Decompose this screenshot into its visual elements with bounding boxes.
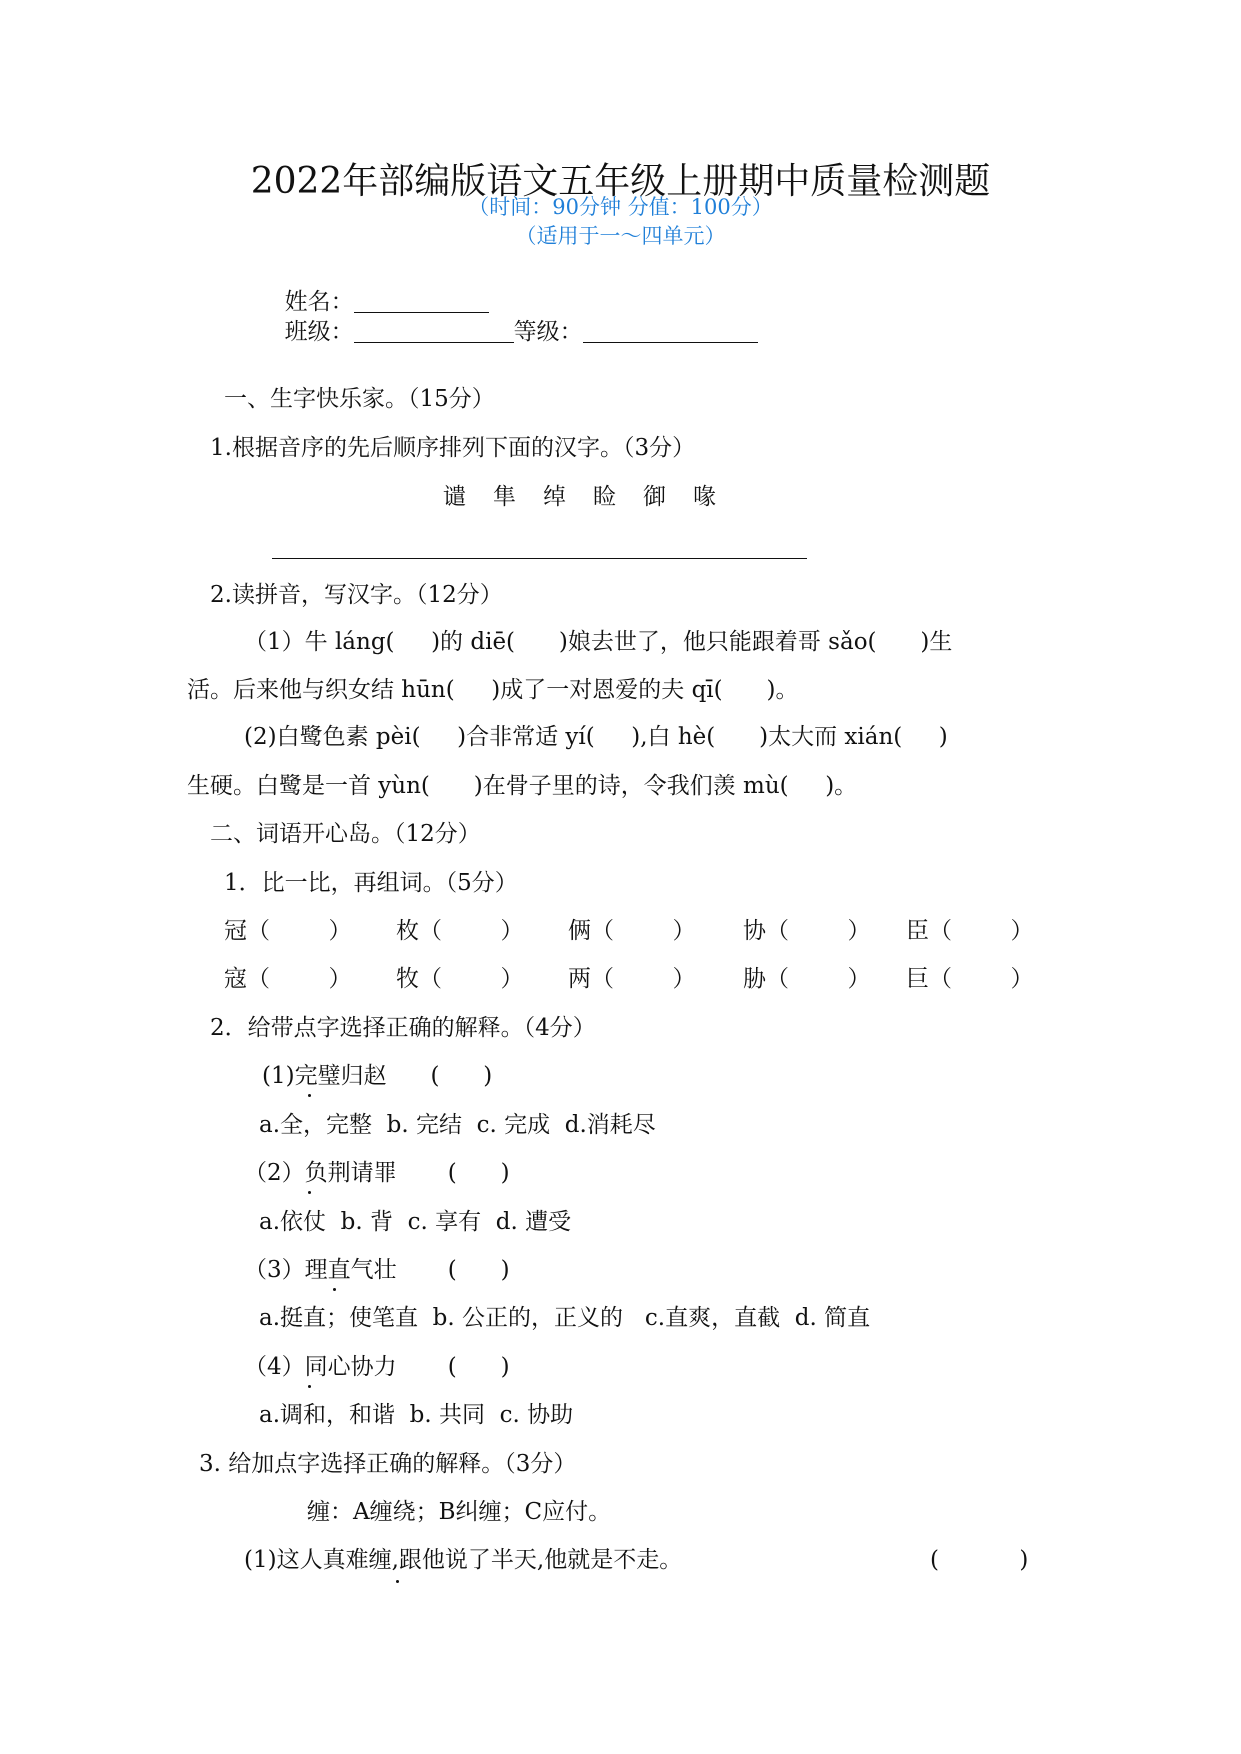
emphasis-dot	[308, 1385, 311, 1388]
pinyin-line: （1）牛 láng( )的 diē( )娘去世了，他只能跟着哥 sǎo( )生	[244, 629, 953, 655]
question-text: 3. 给加点字选择正确的解释。（3分）	[199, 1451, 577, 1477]
compare-item: 协（ ）	[743, 918, 871, 944]
compare-item: 巨（ ）	[906, 966, 1034, 992]
emphasis-dot	[308, 1094, 311, 1097]
idiom-question: （3）理直气壮 ( )	[244, 1257, 510, 1283]
compare-item: 臣（ ）	[906, 918, 1034, 944]
idiom-options: a.调和，和谐 b. 共同 c. 协助	[259, 1402, 574, 1428]
exam-scope: （适用于一～四单元）	[515, 224, 726, 248]
char-item: 绰	[543, 484, 566, 510]
question-text: 1．比一比，再组词。（5分）	[224, 870, 518, 896]
emphasis-dot	[333, 1288, 336, 1291]
emphasis-dot	[396, 1580, 399, 1583]
name-field[interactable]	[354, 290, 489, 313]
grade-label: 等级：	[513, 319, 583, 345]
section-heading: 二、词语开心岛。（12分）	[210, 821, 481, 847]
idiom-question: (1)完璧归赵 ( )	[262, 1063, 493, 1089]
compare-item: 牧（ ）	[396, 966, 524, 992]
answer-paren[interactable]: ( )	[930, 1547, 1029, 1573]
compare-item: 冠（ ）	[224, 918, 352, 944]
char-item: 睑	[593, 484, 616, 510]
question-text: 2．给带点字选择正确的解释。（4分）	[210, 1015, 596, 1041]
idiom-options: a.依仗 b. 背 c. 享有 d. 遭受	[259, 1209, 572, 1235]
char-item: 喙	[693, 484, 716, 510]
idiom-options: a.挺直；使笔直 b. 公正的，正义的 c.直爽，直截 d. 简直	[259, 1305, 871, 1331]
idiom-options: a.全，完整 b. 完结 c. 完成 d.消耗尽	[259, 1112, 656, 1138]
exam-time-score: （时间：90分钟 分值：100分）	[468, 195, 773, 219]
emphasis-dot	[308, 1191, 311, 1194]
question-text: 2.读拼音，写汉字。（12分）	[210, 582, 503, 608]
compare-item: 俩（ ）	[568, 918, 696, 944]
student-info-row	[270, 257, 758, 347]
char-item: 隼	[493, 484, 516, 510]
pinyin-line: 活。后来他与织女结 hūn( )成了一对恩爱的夫 qī( )。	[187, 677, 799, 703]
char-item: 御	[643, 484, 666, 510]
idiom-question: （4）同心协力 ( )	[244, 1354, 510, 1380]
name-label: 姓名：	[284, 289, 354, 315]
pinyin-line: 生硬。白鹭是一首 yùn( )在骨子里的诗，令我们羡 mù( )。	[187, 773, 858, 799]
class-label: 班级：	[284, 319, 354, 345]
compare-item: 胁（ ）	[743, 966, 871, 992]
char-item: 谴	[443, 484, 466, 510]
grade-field[interactable]	[583, 320, 758, 343]
question-text: 1.根据音序的先后顺序排列下面的汉字。（3分）	[210, 435, 696, 461]
compare-item: 两（ ）	[568, 966, 696, 992]
page-title: 2022年部编版语文五年级上册期中质量检测题	[250, 161, 991, 202]
pinyin-line: (2)白鹭色素 pèi( )合非常适 yí( ),白 hè( )太大而 xián( )	[244, 724, 948, 750]
sentence-question: (1)这人真难缠,跟他说了半天,他就是不走。	[244, 1547, 683, 1573]
compare-item: 枚（ ）	[396, 918, 524, 944]
section-heading: 一、生字快乐家。（15分）	[224, 386, 495, 412]
idiom-question: （2）负荆请罪 ( )	[244, 1160, 510, 1186]
class-field[interactable]	[354, 320, 514, 343]
compare-item: 寇（ ）	[224, 966, 352, 992]
definition-line: 缠：A缠绕；B纠缠；C应付。	[307, 1499, 612, 1525]
answer-line[interactable]	[272, 558, 807, 559]
